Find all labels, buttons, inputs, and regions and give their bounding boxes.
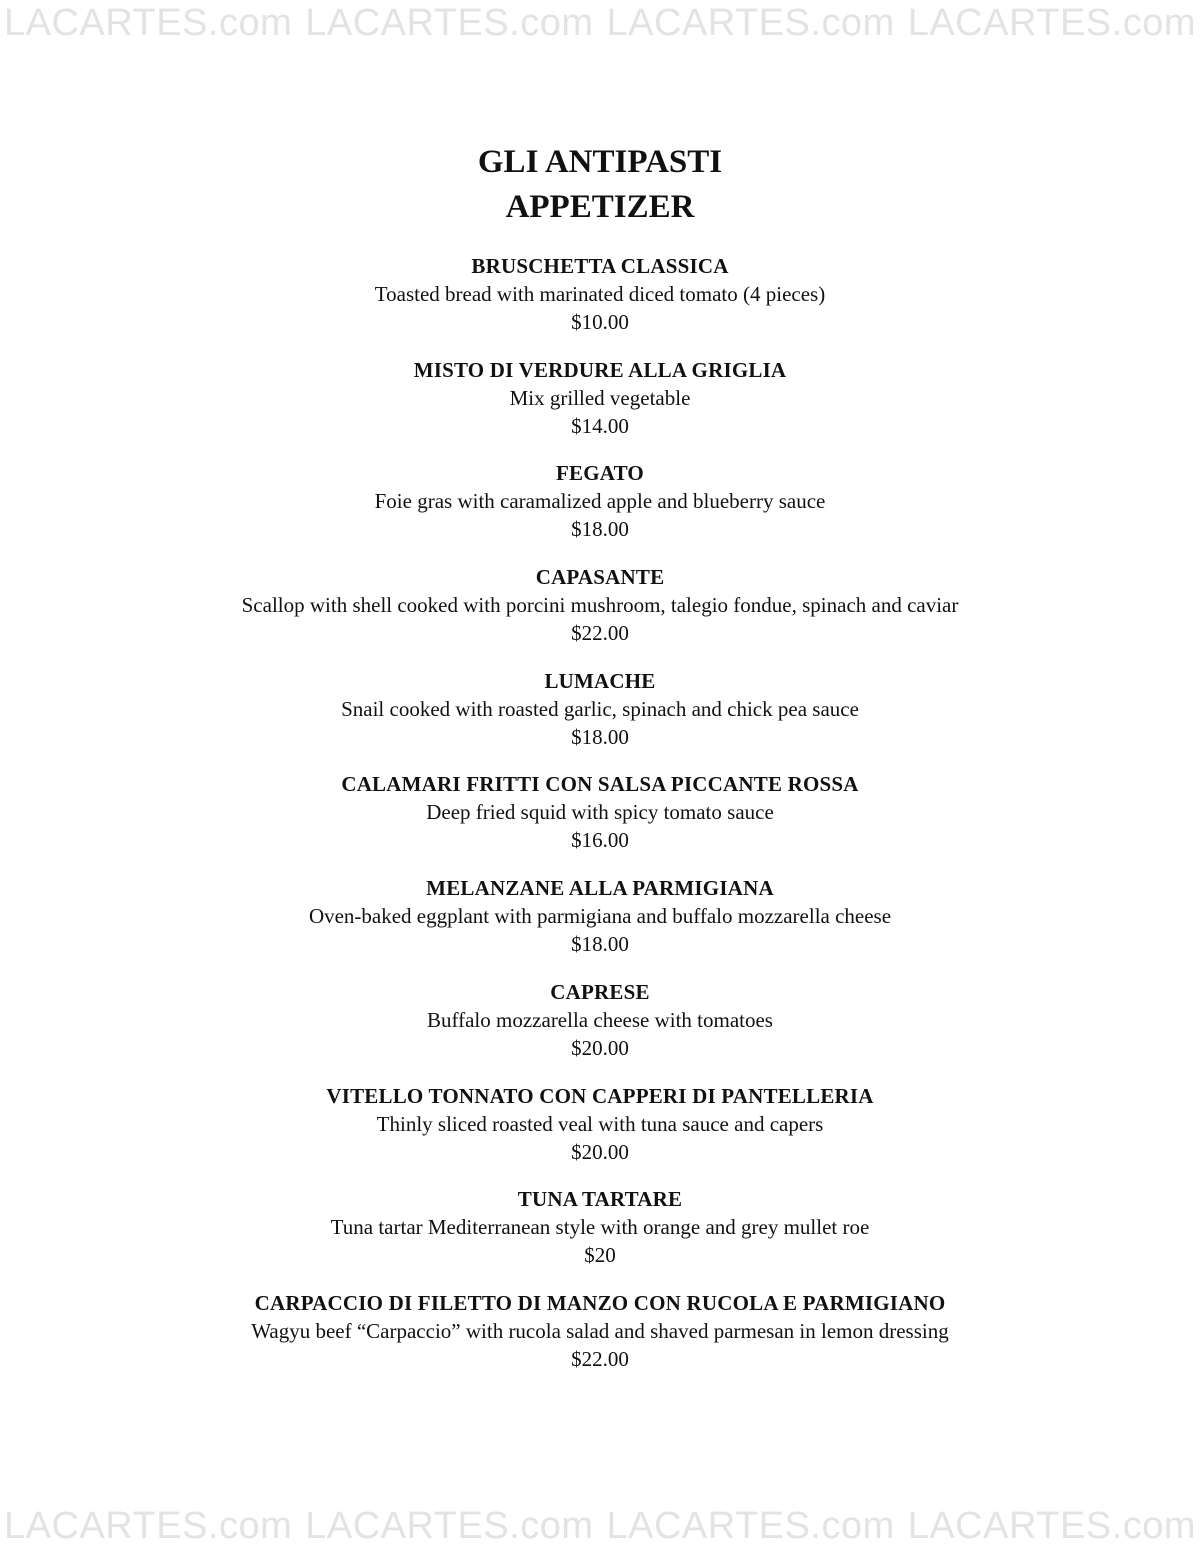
menu-item bbox=[0, 564, 1200, 668]
menu-item bbox=[0, 979, 1200, 1083]
menu-item bbox=[0, 771, 1200, 875]
menu-item-description: Buffalo mozzarella cheese with tomatoes bbox=[427, 1007, 773, 1032]
page-title bbox=[0, 140, 1200, 230]
watermark-text: LACARTES.com bbox=[4, 2, 293, 44]
menu-page bbox=[0, 140, 1200, 1394]
menu-item-price: $20 bbox=[584, 1243, 616, 1268]
menu-item-price: $16.00 bbox=[571, 828, 629, 853]
watermark-text: LACARTES.com bbox=[606, 1505, 895, 1547]
menu-item-price: $20.00 bbox=[571, 1139, 629, 1164]
menu-item bbox=[0, 1186, 1200, 1290]
menu-item bbox=[0, 460, 1200, 564]
menu-item-description: Foie gras with caramalized apple and blueberry sauce bbox=[374, 489, 826, 514]
menu-item-price: $18.00 bbox=[571, 517, 629, 542]
menu-item-name: MELANZANE ALLA PARMIGIANA bbox=[426, 876, 774, 901]
watermark-bottom bbox=[0, 1505, 1200, 1555]
watermark-text: LACARTES.com bbox=[907, 1505, 1196, 1547]
menu-item-price: $18.00 bbox=[571, 932, 629, 957]
menu-item bbox=[0, 253, 1200, 357]
menu-item-description: Scallop with shell cooked with porcini mushroom, talegio fondue, spinach and caviar bbox=[241, 593, 959, 618]
menu-item bbox=[0, 668, 1200, 772]
watermark-text: LACARTES.com bbox=[606, 2, 895, 44]
menu-item-description: Deep fried squid with spicy tomato sauce bbox=[426, 800, 774, 825]
menu-item bbox=[0, 1083, 1200, 1187]
menu-item-price: $18.00 bbox=[571, 724, 629, 749]
watermark-text: LACARTES.com bbox=[305, 1505, 594, 1547]
menu-item-price: $14.00 bbox=[571, 413, 629, 438]
menu-item-description: Tuna tartar Mediterranean style with orange and grey mullet roe bbox=[330, 1215, 870, 1240]
menu-item-name: CAPRESE bbox=[550, 979, 650, 1004]
menu-item-name: VITELLO TONNATO CON CAPPERI DI PANTELLERIA bbox=[326, 1083, 874, 1108]
menu-item bbox=[0, 875, 1200, 979]
title-italian: GLI ANTIPASTI bbox=[477, 144, 723, 180]
menu-item-description: Thinly sliced roasted veal with tuna sauce and capers bbox=[376, 1111, 824, 1136]
watermark-text: LACARTES.com bbox=[305, 2, 594, 44]
menu-item-name: CAPASANTE bbox=[535, 565, 665, 590]
menu-item-name: FEGATO bbox=[556, 461, 644, 486]
menu-item-price: $22.00 bbox=[571, 621, 629, 646]
watermark-top bbox=[0, 2, 1200, 52]
menu-item bbox=[0, 357, 1200, 461]
menu-item-description: Snail cooked with roasted garlic, spinach and chick pea sauce bbox=[341, 696, 859, 721]
menu-item-name: BRUSCHETTA CLASSICA bbox=[471, 254, 729, 278]
menu-item-price: $20.00 bbox=[571, 1035, 629, 1060]
title-english: APPETIZER bbox=[505, 189, 695, 225]
menu-items-list bbox=[0, 253, 1200, 1394]
menu-item-name: TUNA TARTARE bbox=[517, 1187, 683, 1212]
watermark-text: LACARTES.com bbox=[4, 1505, 293, 1547]
menu-item-description: Wagyu beef “Carpaccio” with rucola salad and shaved parmesan in lemon dressing bbox=[251, 1318, 949, 1343]
menu-item-price: $22.00 bbox=[571, 1346, 629, 1371]
menu-item-name: CARPACCIO DI FILETTO DI MANZO CON RUCOLA E PARMIGIANO bbox=[254, 1290, 946, 1315]
menu-item-name: MISTO DI VERDURE ALLA GRIGLIA bbox=[413, 357, 787, 382]
menu-item-description: Mix grilled vegetable bbox=[509, 385, 691, 410]
menu-item bbox=[0, 1290, 1200, 1394]
menu-item-name: LUMACHE bbox=[544, 668, 656, 693]
watermark-text: LACARTES.com bbox=[907, 2, 1196, 44]
menu-item-description: Oven-baked eggplant with parmigiana and buffalo mozzarella cheese bbox=[308, 904, 892, 929]
menu-item-price: $10.00 bbox=[571, 310, 629, 334]
menu-item-description: Toasted bread with marinated diced tomato (4 pieces) bbox=[374, 282, 826, 306]
menu-item-name: CALAMARI FRITTI CON SALSA PICCANTE ROSSA bbox=[341, 772, 859, 797]
